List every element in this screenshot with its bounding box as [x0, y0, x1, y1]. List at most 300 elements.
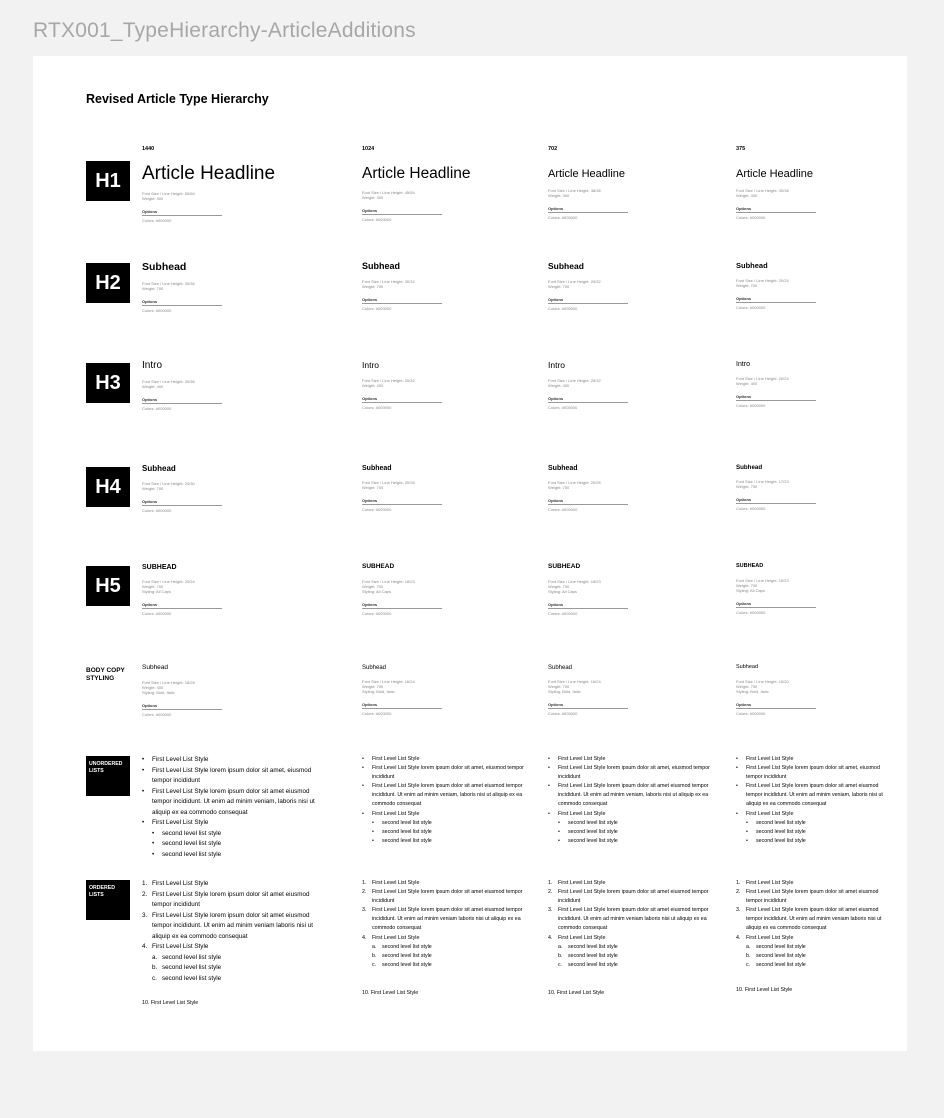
list-item-text: second level list style — [162, 974, 222, 982]
list-marker: 1. — [736, 880, 741, 886]
h2-cell-702 — [548, 262, 628, 311]
spec-line: Weight: 700 — [142, 285, 164, 291]
h4-cell-702 — [548, 465, 628, 512]
list-marker: • — [152, 829, 155, 837]
options-label: Options — [736, 497, 816, 504]
h1-cell-1440 — [142, 164, 275, 223]
spec-line: Weight: 400 — [736, 381, 758, 386]
list-item-first-level — [736, 888, 891, 906]
list-marker: a. — [746, 943, 751, 950]
colors-value: Colors: #000000 — [362, 404, 392, 410]
list-item-first-level — [736, 782, 891, 809]
spec-line: Weight: 400 — [142, 384, 164, 389]
spec-block — [142, 481, 222, 491]
list-item-text: First Level List Style lorem ipsum dolor sit amet, eiusmod tempor incididunt — [372, 765, 524, 781]
spec-line: Weight: 700 — [362, 485, 384, 490]
list-marker: 1. — [362, 880, 367, 886]
list-marker: • — [548, 783, 550, 790]
list-item-second-level — [736, 943, 891, 952]
spec-line: Styling: Bold, Italic — [362, 689, 395, 694]
spec-block — [142, 579, 222, 594]
list-item-second-level — [362, 943, 532, 952]
spec-block — [362, 190, 471, 200]
ordered-list-1024 — [362, 879, 532, 970]
h4-cell-375 — [736, 465, 816, 511]
list-marker: • — [746, 837, 748, 844]
list-item-first-level — [548, 906, 718, 933]
list-item-text: First Level List Style — [746, 934, 794, 941]
colors-value: Colors: #000000 — [548, 610, 578, 616]
h4-cell-1440 — [142, 465, 222, 513]
list-item-text: second level list style — [382, 961, 432, 968]
list-item-first-level — [548, 764, 718, 782]
h1-sample: Article Headline — [362, 165, 471, 182]
list-item-text: second level list style — [382, 837, 432, 844]
list-item-second-level — [548, 961, 718, 970]
spec-line: Font Size / Line Height: 25/32 — [548, 278, 601, 284]
list-item-second-level — [736, 961, 891, 970]
spec-line: Styling: All Caps — [736, 587, 765, 593]
list-marker: • — [142, 819, 145, 826]
list-item-second-level — [362, 952, 532, 961]
list-marker: c. — [746, 961, 751, 968]
options-label: Options — [362, 602, 442, 609]
list-marker: 4. — [142, 943, 148, 950]
h5-cell-1024 — [362, 564, 442, 616]
spec-line: Weight: 400 — [142, 684, 164, 690]
list-marker: • — [372, 828, 374, 835]
h2-label: H2 — [86, 263, 130, 303]
list-marker: • — [736, 756, 738, 762]
h1-sample: Article Headline — [548, 168, 626, 180]
options-label: Options — [142, 397, 222, 404]
list-item-second-level — [142, 829, 322, 840]
spec-line: Font Size / Line Height: 30/36 — [736, 188, 789, 193]
h3-sample: Intro — [142, 360, 163, 371]
list-item-text: second level list style — [568, 828, 618, 835]
list-marker: b. — [558, 952, 563, 959]
list-marker: 4. — [362, 934, 367, 941]
list-item-text: First Level List Style lorem ipsum dolor sit amet eiusmod tempor incididunt. Ut enim ad minim veniam laboris nisi ut aliquip ex ea commodo consequat — [746, 907, 882, 932]
list-item-second-level — [736, 828, 891, 837]
spec-line: Weight: 700 — [548, 583, 570, 589]
colors-value: Colors: #000000 — [548, 305, 578, 311]
h2-sample: Subhead — [362, 261, 401, 271]
colors-value: Colors: #000000 — [142, 307, 172, 313]
spec-line: Styling: Bold, Italic — [142, 689, 175, 695]
colors-value: Colors: #000000 — [362, 711, 392, 716]
h1-sample: Article Headline — [142, 163, 276, 184]
list-marker: • — [736, 783, 738, 790]
options-label: Options — [548, 702, 628, 709]
list-item-first-level — [142, 879, 322, 890]
options-label: Options — [142, 299, 222, 306]
list-item-text: First Level List Style — [152, 943, 209, 950]
colors-value: Colors: #000000 — [548, 507, 578, 512]
body-copy-cell-702 — [548, 665, 628, 716]
options-label: Options — [548, 206, 628, 213]
list-item-first-level — [548, 879, 718, 888]
unordered-list-1440 — [142, 755, 322, 860]
list-item-second-level — [142, 963, 322, 974]
h3-sample: Intro — [362, 360, 380, 370]
spec-line: Font Size / Line Height: 24/30 — [142, 481, 195, 486]
spec-line: Weight: 700 — [548, 684, 570, 689]
options-label: Options — [548, 396, 628, 403]
list-item-text: First Level List Style lorem ipsum dolor sit amet eiusmod tempor incididunt — [372, 889, 523, 905]
list-marker: b. — [746, 952, 751, 959]
artboard — [33, 56, 907, 1051]
list-item-second-level — [548, 952, 718, 961]
list-marker: b. — [372, 952, 377, 959]
unordered-list-375 — [736, 755, 891, 846]
spec-block — [736, 578, 816, 593]
h2-sample: Subhead — [548, 261, 584, 271]
h2-cell-1440 — [142, 262, 222, 313]
list-item-text: second level list style — [568, 961, 618, 968]
list-item-second-level — [362, 828, 532, 837]
list-item-text: second level list style — [382, 943, 432, 950]
unordered-lists-label: UNORDERED LISTS — [86, 756, 130, 796]
spec-line: Styling: All Caps — [142, 589, 171, 594]
spec-block — [736, 479, 816, 489]
h5-sample: SUBHEAD — [548, 563, 581, 570]
list-marker: • — [736, 765, 738, 772]
colors-value: Colors: #000000 — [362, 216, 392, 222]
spec-line: Font Size / Line Height: 16/24 — [362, 679, 415, 684]
body-copy-cell-1024 — [362, 665, 442, 716]
list-marker: • — [362, 810, 364, 817]
list-item-second-level — [142, 850, 322, 861]
list-item-first-level — [362, 888, 532, 906]
list-item-text: second level list style — [756, 828, 806, 835]
colors-value: Colors: #000000 — [548, 404, 578, 410]
spec-block — [362, 480, 442, 490]
list-item-first-level — [548, 888, 718, 906]
list-item-first-level — [736, 879, 891, 888]
h5-sample: SUBHEAD — [142, 564, 177, 571]
list-item-first-level — [362, 879, 532, 888]
ordered-list-item-10: 10. First Level List Style — [736, 987, 793, 993]
options-label: Options — [362, 498, 442, 505]
h5-cell-1440 — [142, 564, 222, 616]
h3-sample: Intro — [736, 361, 751, 368]
spec-line: Weight: 700 — [736, 582, 758, 588]
spec-block — [362, 579, 442, 594]
list-item-first-level — [736, 755, 891, 764]
list-item-first-level — [142, 818, 322, 829]
list-marker: 1. — [548, 880, 553, 886]
list-item-text: First Level List Style lorem ipsum dolor sit amet eiusmod tempor incididunt. Ut enim ad minim veniam, laboris nisi ut aliquip ex ea commodo consequat — [152, 787, 315, 816]
list-item-text: First Level List Style — [372, 756, 420, 762]
spec-line: Weight: 700 — [362, 684, 384, 689]
list-marker: • — [746, 819, 748, 826]
spec-line: Font Size / Line Height: 20/26 — [548, 480, 601, 485]
spec-line: Styling: All Caps — [362, 588, 391, 594]
list-item-first-level — [142, 942, 322, 953]
h4-sample: Subhead — [736, 464, 763, 471]
list-item-text: First Level List Style lorem ipsum dolor sit amet eiusmod tempor incididunt. Ut enim ad minim veniam laboris nisi ut aliquip ex ea commodo consequat — [372, 907, 523, 932]
list-marker: • — [548, 810, 550, 817]
spec-line: Font Size / Line Height: 38/36 — [548, 188, 601, 193]
list-marker: 1. — [142, 880, 148, 887]
unordered-list-1024 — [362, 755, 532, 846]
spec-line: Weight: 700 — [548, 485, 570, 490]
body-copy-sample: Subhead — [548, 665, 573, 671]
list-item-text: First Level List Style — [372, 810, 420, 817]
list-marker: • — [548, 765, 550, 772]
spec-line: Font Size / Line Height: 17/23 — [736, 479, 789, 485]
spec-line: Weight: 300 — [362, 194, 384, 200]
h5-sample: SUBHEAD — [736, 563, 764, 569]
list-item-text: second level list style — [756, 819, 806, 826]
spec-line: Styling: Bold, Italic — [548, 689, 581, 694]
list-item-text: second level list style — [568, 952, 618, 959]
spec-line: Weight: 400 — [362, 382, 384, 388]
h3-label: H3 — [86, 363, 130, 403]
options-label: Options — [736, 206, 816, 213]
list-marker: • — [736, 810, 738, 817]
options-label: Options — [362, 702, 442, 709]
list-item-second-level — [142, 953, 322, 964]
breakpoint-375: 375 — [736, 146, 746, 152]
list-marker: • — [558, 837, 560, 844]
body-copy-sample: Subhead — [736, 664, 759, 670]
h4-cell-1024 — [362, 465, 442, 512]
list-item-second-level — [736, 952, 891, 961]
options-label: Options — [142, 499, 222, 506]
list-item-text: First Level List Style — [152, 756, 209, 763]
list-item-text: First Level List Style — [372, 880, 420, 886]
options-label: Options — [548, 602, 628, 609]
list-item-text: First Level List Style — [558, 810, 606, 817]
list-item-text: First Level List Style lorem ipsum dolor sit amet eiusmod tempor incididunt. Ut enim ad minim veniam laboris nisi ut aliquip ex ea commodo consequat — [152, 911, 313, 940]
spec-line: Font Size / Line Height: 45/54 — [362, 189, 415, 195]
h2-sample: Subhead — [142, 261, 187, 273]
colors-value: Colors: #000000 — [142, 218, 172, 223]
list-item-text: First Level List Style lorem ipsum dolor sit amet, eiusmod tempor incididunt — [558, 765, 710, 781]
list-item-text: First Level List Style — [558, 880, 606, 886]
h4-sample: Subhead — [362, 465, 392, 472]
spec-block — [736, 278, 816, 288]
list-item-text: First Level List Style lorem ipsum dolor sit amet, eiusmod tempor incididunt — [152, 766, 312, 784]
options-label: Options — [362, 396, 442, 403]
list-item-second-level — [548, 819, 718, 828]
ordered-list-item-10: 10. First Level List Style — [142, 1000, 199, 1006]
list-marker: • — [558, 819, 560, 826]
list-item-first-level — [736, 934, 891, 943]
h5-cell-702 — [548, 564, 628, 616]
list-item-text: second level list style — [756, 837, 806, 844]
spec-block — [736, 376, 816, 386]
list-item-text: second level list style — [162, 840, 222, 847]
list-item-first-level — [548, 755, 718, 764]
spec-block — [362, 378, 442, 388]
unordered-list-702 — [548, 755, 718, 846]
colors-value: Colors: #000000 — [736, 710, 766, 716]
spec-line: Weight: 300 — [548, 193, 570, 198]
list-item-second-level — [362, 837, 532, 846]
h1-cell-702 — [548, 169, 628, 220]
list-item-second-level — [736, 819, 891, 828]
breakpoint-702: 702 — [548, 146, 558, 152]
list-marker: 2. — [736, 889, 741, 896]
list-marker: 4. — [548, 934, 553, 941]
list-item-text: First Level List Style — [746, 756, 794, 762]
list-item-second-level — [362, 819, 532, 828]
list-marker: • — [142, 787, 145, 795]
h3-cell-375 — [736, 361, 816, 408]
list-item-first-level — [142, 766, 322, 787]
h5-cell-375 — [736, 564, 816, 615]
list-marker: b. — [152, 964, 158, 971]
list-item-first-level — [362, 764, 532, 782]
spec-line: Font Size / Line Height: 30/36 — [142, 280, 195, 286]
h2-cell-1024 — [362, 262, 442, 311]
body-copy-sample: Subhead — [362, 665, 387, 671]
list-item-second-level — [142, 974, 322, 985]
list-item-first-level — [736, 764, 891, 782]
spec-line: Font Size / Line Height: 18/23 — [362, 578, 415, 584]
list-item-text: First Level List Style — [746, 810, 794, 817]
list-item-second-level — [548, 943, 718, 952]
spec-line: Weight: 700 — [736, 683, 758, 689]
list-marker: 3. — [142, 911, 148, 919]
colors-value: Colors: #000000 — [142, 508, 172, 513]
h1-sample: Article Headline — [736, 168, 814, 180]
spec-line: Font Size / Line Height: 16/24 — [548, 679, 601, 684]
list-item-text: First Level List Style — [558, 756, 606, 762]
list-item-text: First Level List Style lorem ipsum dolor sit amet eiusmod tempor incididunt — [746, 889, 879, 905]
list-marker: 4. — [736, 934, 741, 941]
list-marker: 3. — [548, 907, 553, 914]
ordered-list-item-10: 10. First Level List Style — [548, 990, 605, 996]
colors-value: Colors: #000000 — [736, 215, 766, 220]
colors-value: Colors: #000000 — [736, 403, 766, 408]
spec-line: Font Size / Line Height: 18/28 — [142, 679, 195, 685]
colors-value: Colors: #000000 — [142, 406, 172, 411]
spec-line: Weight: 400 — [548, 382, 570, 388]
colors-value: Colors: #000000 — [548, 711, 578, 716]
spec-block — [548, 480, 628, 490]
colors-value: Colors: #000000 — [142, 711, 172, 717]
spec-line: Font Size / Line Height: 20/24 — [736, 376, 789, 381]
list-item-text: First Level List Style lorem ipsum dolor sit amet eiusmod tempor incididunt — [152, 890, 310, 908]
list-item-text: second level list style — [162, 829, 222, 837]
spec-line: Font Size / Line Height: 15/20 — [736, 678, 789, 684]
list-item-text: second level list style — [162, 953, 222, 961]
list-marker: a. — [372, 943, 377, 950]
list-item-text: second level list style — [162, 850, 222, 858]
list-marker: • — [142, 766, 145, 774]
list-marker: 2. — [362, 889, 367, 896]
ordered-lists-label: ORDERED LISTS — [86, 880, 130, 920]
h4-label: H4 — [86, 467, 130, 507]
options-label: Options — [142, 602, 222, 609]
list-marker: • — [152, 840, 155, 847]
h4-sample: Subhead — [548, 465, 578, 472]
options-label: Options — [736, 601, 816, 608]
spec-line: Font Size / Line Height: 20/24 — [142, 579, 195, 584]
list-item-text: second level list style — [382, 952, 432, 959]
spec-block — [142, 680, 222, 695]
spec-block — [548, 279, 628, 289]
list-item-second-level — [142, 839, 322, 850]
list-item-text: second level list style — [568, 943, 618, 950]
list-marker: c. — [372, 961, 377, 968]
list-item-first-level — [142, 755, 322, 766]
colors-value: Colors: #000000 — [142, 611, 172, 616]
spec-line: Weight: 700 — [362, 284, 384, 289]
list-marker: • — [362, 756, 364, 762]
spec-line: Font Size / Line Height: 18/23 — [548, 578, 601, 584]
spec-line: Styling: Bold, Italic — [736, 688, 769, 694]
list-item-text: second level list style — [382, 819, 432, 826]
breakpoint-1024: 1024 — [362, 146, 375, 152]
spec-line: Font Size / Line Height: 25/32 — [548, 377, 601, 383]
list-item-second-level — [548, 828, 718, 837]
options-label: Options — [548, 498, 628, 505]
ordered-list-item-10: 10. First Level List Style — [362, 990, 419, 996]
list-item-first-level — [736, 810, 891, 819]
options-label: Options — [142, 209, 222, 216]
spec-block — [362, 679, 442, 694]
body-copy-sample: Subhead — [142, 664, 169, 671]
options-label: Options — [142, 703, 222, 710]
spec-line: Weight: 700 — [736, 282, 758, 288]
colors-value: Colors: #000000 — [736, 304, 766, 310]
spec-line: Font Size / Line Height: 20/24 — [736, 277, 789, 283]
spec-line: Font Size / Line Height: 30/32 — [362, 279, 415, 284]
list-item-first-level — [548, 782, 718, 809]
list-item-text: second level list style — [382, 828, 432, 835]
options-label: Options — [736, 394, 816, 401]
list-item-first-level — [362, 906, 532, 933]
colors-value: Colors: #000000 — [362, 507, 392, 512]
options-label: Options — [362, 297, 442, 304]
h5-sample: SUBHEAD — [362, 563, 395, 570]
list-marker: c. — [558, 961, 563, 968]
list-marker: 3. — [362, 907, 367, 914]
h2-sample: Subhead — [736, 261, 768, 270]
list-item-first-level — [142, 787, 322, 819]
spec-block — [142, 281, 222, 291]
options-label: Options — [548, 297, 628, 304]
list-item-first-level — [548, 810, 718, 819]
list-item-first-level — [548, 934, 718, 943]
h3-cell-702 — [548, 361, 628, 410]
spec-block — [736, 679, 816, 694]
list-item-text: second level list style — [568, 837, 618, 844]
list-item-text: second level list style — [568, 819, 618, 826]
spec-line: Weight: 700 — [736, 484, 758, 490]
spec-line: Weight: 300 — [142, 196, 164, 201]
list-marker: • — [152, 850, 155, 858]
list-item-first-level — [142, 890, 322, 911]
list-item-text: First Level List Style lorem ipsum dolor sit amet, eiusmod tempor incididunt — [746, 765, 880, 781]
spec-block — [548, 679, 628, 694]
spec-line: Weight: 700 — [142, 486, 164, 491]
h4-sample: Subhead — [142, 464, 176, 473]
colors-value: Colors: #000000 — [362, 306, 392, 311]
list-marker: 2. — [142, 890, 148, 898]
spec-line: Font Size / Line Height: 20/26 — [362, 480, 415, 485]
spec-block — [548, 579, 628, 594]
list-marker: 3. — [736, 907, 741, 914]
h3-cell-1024 — [362, 361, 442, 410]
spec-block — [142, 379, 222, 389]
list-item-text: First Level List Style lorem ipsum dolor sit amet eiusmod tempor incididunt. Ut enim ad minim veniam, laboris nisi ut aliquip ex ea commodo consequat — [372, 783, 523, 808]
